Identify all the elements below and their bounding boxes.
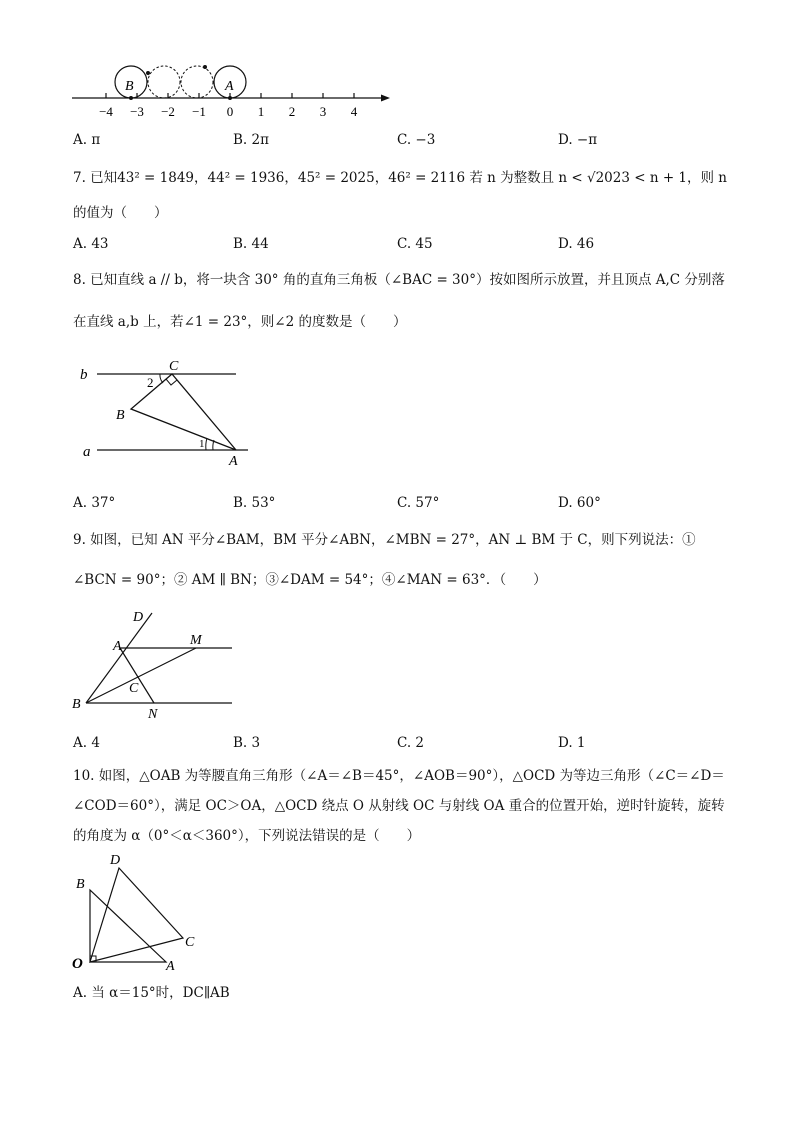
q8-stem-line1: 8. 已知直线 a // b，将一块含 30° 角的直角三角板（∠BAC = 30°）按如图所示放置，并且顶点 A,C 分别落 <box>73 272 725 288</box>
q6-option-b: B. 2π <box>233 132 269 148</box>
q9-stem-line1: 9. 如图，已知 AN 平分∠BAM，BM 平分∠ABN，∠MBN = 27°，AN ⊥ BM 于 C，则下列说法：① <box>73 532 696 548</box>
q9-option-d: D. 1 <box>558 735 586 751</box>
label-d: D <box>133 610 144 625</box>
q9-stem-line2: ∠BCN = 90°；② AM ∥ BN；③∠DAM = 54°；④∠MAN = 63°．（ ） <box>73 572 547 588</box>
segment-bm <box>86 648 196 703</box>
q10-stem-line3: 的角度为 α（0°＜α＜360°），下列说法错误的是（ ） <box>73 828 421 844</box>
angle-1-arc <box>206 438 207 450</box>
label-line-a: a <box>83 444 91 460</box>
q6-option-c: C. −3 <box>397 132 436 148</box>
axis-tick-label: 0 <box>226 104 234 119</box>
label-b-vertex: B <box>116 408 125 423</box>
axis-tick-label: −2 <box>161 104 175 119</box>
axis-tick-label: −4 <box>99 104 113 119</box>
q10-stem-line2: ∠COD＝60°），满足 OC＞OA，△OCD 绕点 O 从射线 OC 与射线 OA 重合的位置开始，逆时针旋转，旋转 <box>73 798 725 814</box>
q8-stem-line2: 在直线 a,b 上，若∠1 = 23°，则∠2 的度数是（ ） <box>73 314 407 330</box>
triangle-ocd <box>90 868 183 962</box>
label-c: C <box>185 935 195 950</box>
axis-tick-label: 4 <box>350 104 358 119</box>
q8-option-b: B. 53° <box>233 495 276 511</box>
axis-tick-label: −3 <box>130 104 144 119</box>
label-a: A <box>225 79 234 94</box>
q8-option-c: C. 57° <box>397 495 440 511</box>
label-a: A <box>166 959 175 974</box>
axis-tick-label: 1 <box>257 104 265 119</box>
label-d: D <box>110 853 121 868</box>
q10-stem-line1: 10. 如图，△OAB 为等腰直角三角形（∠A＝∠B＝45°，∠AOB＝90°），△OCD 为等边三角形（∠C＝∠D＝ <box>73 768 725 784</box>
label-b: B <box>76 877 85 892</box>
label-a: A <box>113 639 122 654</box>
q8-option-a: A. 37° <box>73 495 116 511</box>
label-line-b: b <box>80 367 88 383</box>
q8-option-d: D. 60° <box>558 495 601 511</box>
label-b: B <box>72 697 81 712</box>
q6-option-a: A. π <box>73 132 101 148</box>
label-c: C <box>129 681 139 696</box>
angle-2-arc <box>160 374 163 383</box>
q7-option-b: B. 44 <box>233 236 269 252</box>
q10-option-a: A. 当 α＝15°时，DC∥AB <box>73 985 230 1001</box>
axis-tick-label: 2 <box>288 104 296 119</box>
label-m: M <box>190 633 202 648</box>
q7-stem-line2: 的值为（ ） <box>73 205 168 221</box>
q7-option-c: C. 45 <box>397 236 433 252</box>
label-c: C <box>169 359 179 374</box>
q7-option-d: D. 46 <box>558 236 595 252</box>
q6-option-d: D. −π <box>558 132 598 148</box>
q9-option-a: A. 4 <box>73 735 100 751</box>
q9-option-b: B. 3 <box>233 735 261 751</box>
label-b: B <box>125 79 134 94</box>
q7-stem-line1: 7. 已知43² = 1849，44² = 1936，45² = 2025，46² = 2116 若 n 为整数且 n < √2023 < n + 1，则 n <box>73 170 727 186</box>
q7-option-a: A. 43 <box>73 236 109 252</box>
label-angle-2: 2 <box>147 375 154 390</box>
axis-tick-label: −1 <box>192 104 206 119</box>
right-angle-mark <box>166 379 177 385</box>
q9-option-c: C. 2 <box>397 735 425 751</box>
label-o: O <box>72 956 83 972</box>
label-a-vertex: A <box>229 454 238 469</box>
axis-tick-label: 3 <box>319 104 327 119</box>
label-angle-1: 1 <box>199 438 205 450</box>
label-n: N <box>148 707 158 722</box>
ray-bd <box>86 613 152 703</box>
